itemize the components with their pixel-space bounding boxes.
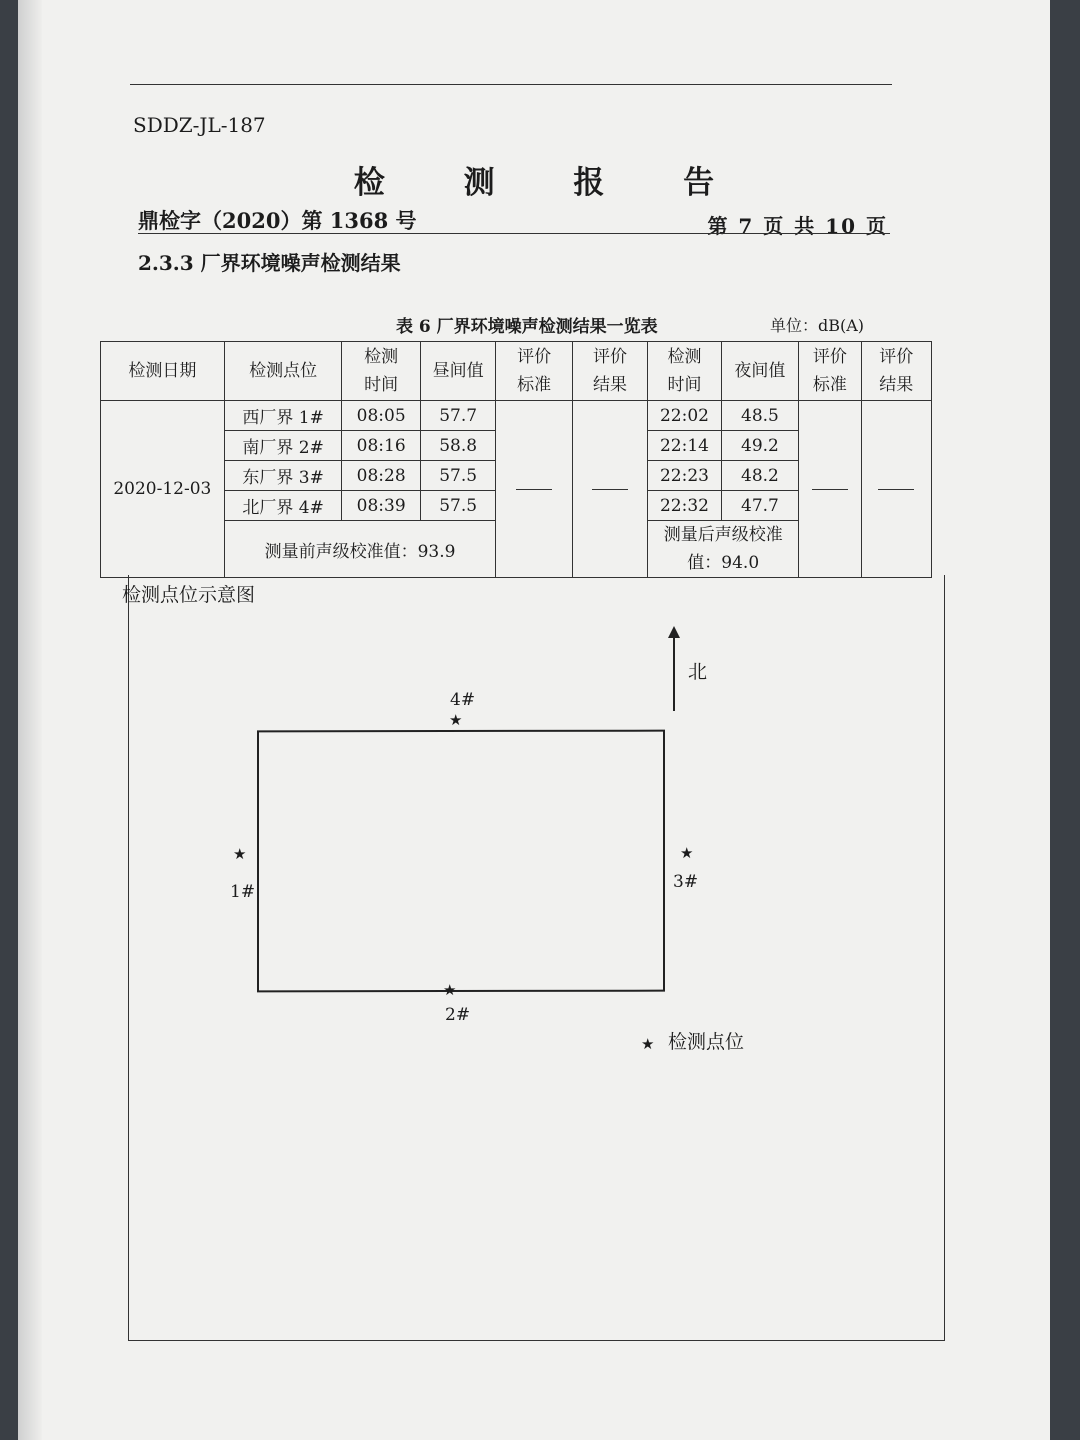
page-indicator: 第 7 页 共 10 页 xyxy=(707,214,888,238)
legend-star-icon: ★ xyxy=(641,1035,655,1053)
point-3-label: 3# xyxy=(673,872,699,892)
noise-results-table xyxy=(100,341,932,578)
night-standard-cell xyxy=(799,401,861,578)
header-night-value: 夜间值 xyxy=(721,342,798,401)
day-time-cell: 08:05 xyxy=(342,401,420,431)
report-number: 鼎检字（2020）第 1368 号 xyxy=(138,208,417,233)
plant-boundary-rectangle xyxy=(257,730,665,993)
title-underline xyxy=(138,233,890,234)
report-page xyxy=(18,0,1050,1440)
header-location: 检测点位 xyxy=(224,342,342,401)
night-time-cell: 22:23 xyxy=(648,461,721,491)
day-value-cell: 58.8 xyxy=(420,431,495,461)
header-night-result: 评价结果 xyxy=(861,342,931,401)
page-binding-shadow xyxy=(18,0,42,1440)
point-4-label: 4# xyxy=(450,690,476,710)
date-cell: 2020-12-03 xyxy=(101,401,225,578)
location-cell: 北厂界 4# xyxy=(224,491,342,521)
empty-dash xyxy=(592,489,628,490)
night-time-cell: 22:02 xyxy=(648,401,721,431)
day-value-cell: 57.5 xyxy=(420,491,495,521)
day-time-cell: 08:16 xyxy=(342,431,420,461)
post-calibration-cell: 测量后声级校准值：94.0 xyxy=(648,521,799,578)
empty-dash xyxy=(878,489,914,490)
header-day-value: 昼间值 xyxy=(420,342,495,401)
section-heading: 2.3.3 厂界环境噪声检测结果 xyxy=(138,251,401,275)
header-day-time: 检测时间 xyxy=(342,342,420,401)
table-row xyxy=(101,401,932,431)
day-time-cell: 08:39 xyxy=(342,491,420,521)
day-result-cell xyxy=(572,401,647,578)
table-unit: 单位：dB(A) xyxy=(770,316,865,335)
night-value-cell: 47.7 xyxy=(721,491,798,521)
empty-dash xyxy=(516,489,552,490)
location-cell: 南厂界 2# xyxy=(224,431,342,461)
star-icon: ★ xyxy=(449,711,463,729)
day-standard-cell xyxy=(496,401,572,578)
north-label: 北 xyxy=(688,661,708,683)
day-value-cell: 57.5 xyxy=(420,461,495,491)
night-time-cell: 22:32 xyxy=(648,491,721,521)
header-rule xyxy=(130,84,892,85)
legend-label: 检测点位 xyxy=(668,1031,745,1053)
pre-calibration-cell: 测量前声级校准值：93.9 xyxy=(224,521,496,578)
star-icon: ★ xyxy=(680,844,694,862)
table-caption: 表 6 厂界环境噪声检测结果一览表 xyxy=(396,317,658,337)
night-value-cell: 48.5 xyxy=(721,401,798,431)
star-icon: ★ xyxy=(233,845,247,863)
night-time-cell: 22:14 xyxy=(648,431,721,461)
night-value-cell: 48.2 xyxy=(721,461,798,491)
table-header-row xyxy=(101,342,932,401)
point-1-label: 1# xyxy=(230,882,256,902)
point-2-label: 2# xyxy=(445,1005,471,1025)
empty-dash xyxy=(812,489,848,490)
star-icon: ★ xyxy=(443,981,457,999)
header-night-time: 检测时间 xyxy=(648,342,721,401)
location-cell: 东厂界 3# xyxy=(224,461,342,491)
header-day-standard: 评价标准 xyxy=(496,342,572,401)
day-value-cell: 57.7 xyxy=(420,401,495,431)
location-cell: 西厂界 1# xyxy=(224,401,342,431)
night-result-cell xyxy=(861,401,931,578)
north-arrow-shaft xyxy=(673,635,675,711)
day-time-cell: 08:28 xyxy=(342,461,420,491)
diagram-title: 检测点位示意图 xyxy=(122,584,256,606)
document-code: SDDZ-JL-187 xyxy=(133,113,266,137)
header-night-standard: 评价标准 xyxy=(799,342,861,401)
report-title: 检 测 报 告 xyxy=(353,165,749,201)
header-day-result: 评价结果 xyxy=(572,342,647,401)
night-value-cell: 49.2 xyxy=(721,431,798,461)
header-date: 检测日期 xyxy=(101,342,225,401)
